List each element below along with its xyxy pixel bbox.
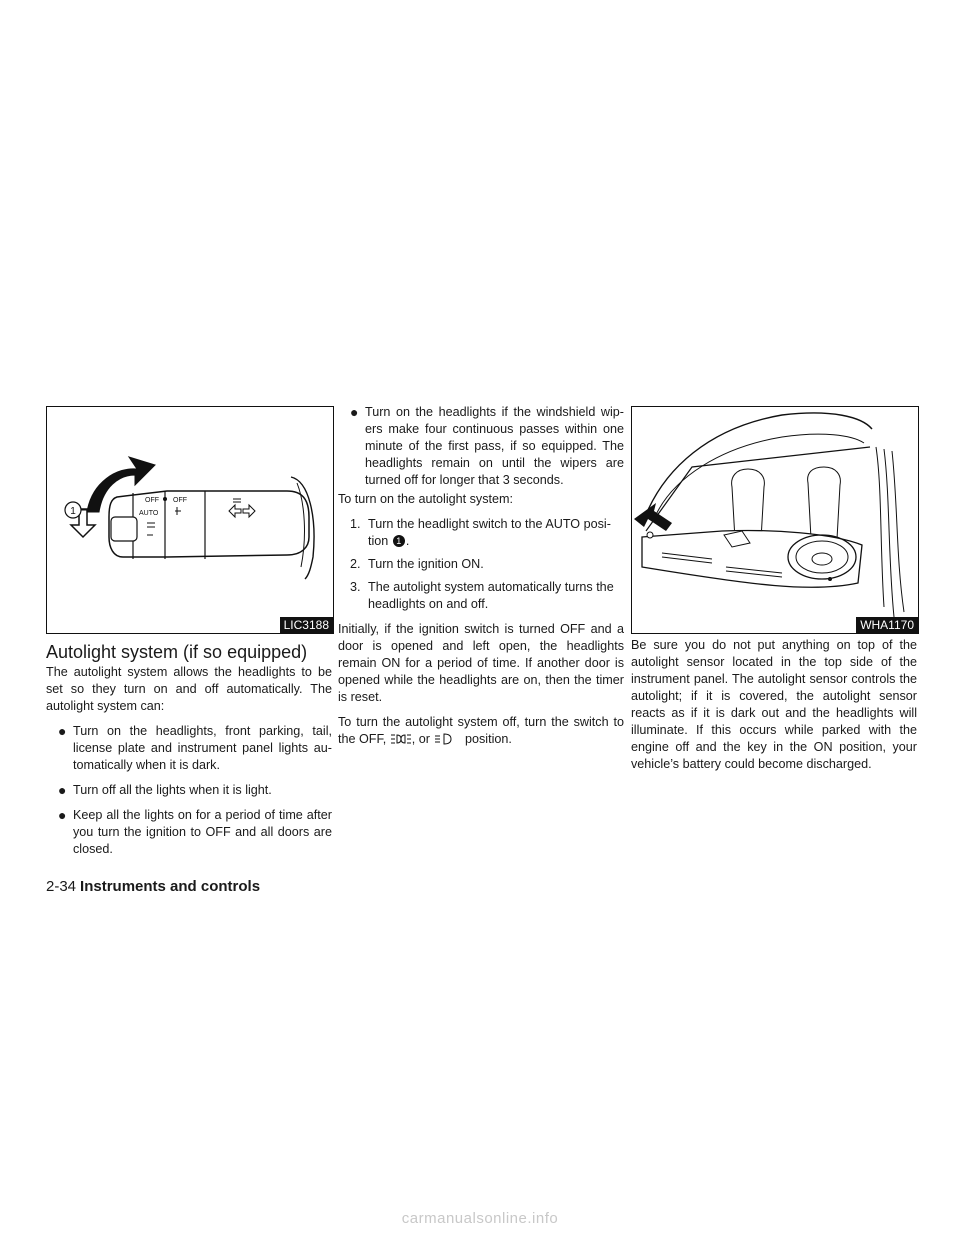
figure-code: WHA1170 [856, 617, 918, 633]
section-heading: Autolight system (if so equipped) [46, 642, 308, 662]
parking-light-icon [390, 733, 412, 745]
step-item: 3. The autolight system automatically turns the headlights on and off. [350, 580, 614, 611]
switch-label-off-fog: OFF [173, 497, 187, 504]
watermark: carmanualsonline.info [401, 1210, 559, 1227]
paragraph: Initially, if the ignition switch is turned OFF and a door is opened and left open, the headlights remain ON for a period of time. If another door is opened while the headlights are on, then the timer is reset. [338, 622, 624, 704]
callout-1-icon: 1 [393, 535, 405, 547]
list-item: ● Turn off all the lights when it is light. [58, 782, 272, 798]
steps-intro: To turn on the autolight system: [338, 492, 514, 506]
right-column [631, 637, 917, 781]
paragraph: Be sure you do not put anything on top of the autolight sensor located in the top side of the instrument panel. The autolight sensor controls the autolight; if it is covered, the autolight sensor reacts as if it is dark out and the headlights will illuminate. If this occurs while parked with the engine off and the key in the ON position, your vehicle’s battery could become discharged. [631, 638, 917, 771]
left-column [46, 664, 332, 866]
middle-column [338, 404, 624, 756]
bullet-icon: ● [58, 782, 67, 798]
bullet-icon: ● [58, 723, 67, 739]
step-item: 2. Turn the ignition ON. [350, 557, 484, 571]
figure-headlight-switch [46, 406, 334, 634]
figure-autolight-sensor [631, 406, 919, 634]
headlight-icon [434, 733, 452, 745]
step-item: 1. Turn the headlight switch to the AUTO posi-tion 1 . [350, 517, 611, 548]
intro-paragraph: The autolight system allows the headlights to be set so they turn on and off automatically. The autolight system can: [46, 665, 332, 713]
list-item: ● Turn on the headlights, front parking, tail, license plate and instrument panel lights au-tomatically when it is dark. [58, 723, 332, 772]
bullet-icon: ● [58, 807, 67, 823]
list-item: ● Turn on the headlights if the windshield wip-ers make four continuous passes within one minute of the first pass, if so equipped. The headlights remain on until the wipers are turned off for longer that 3 seconds. [350, 404, 624, 487]
switch-label-off: OFF [145, 497, 159, 504]
callout-number: 1 [70, 506, 76, 517]
dashboard-illustration [632, 407, 918, 633]
section-title: Instruments and controls [80, 878, 261, 895]
page-number: 2-34 [46, 878, 77, 895]
bullet-icon: ● [350, 404, 359, 420]
figure-code: LIC3188 [280, 617, 333, 633]
headlight-switch-illustration [47, 407, 333, 633]
page-footer [46, 878, 260, 896]
switch-label-auto: AUTO [139, 510, 159, 517]
paragraph-off-instructions: To turn the autolight system off, turn the switch to the OFF, , or position. [338, 715, 624, 746]
list-item: ● Keep all the lights on for a period of time after you turn the ignition to OFF and all doors are closed. [58, 807, 332, 856]
